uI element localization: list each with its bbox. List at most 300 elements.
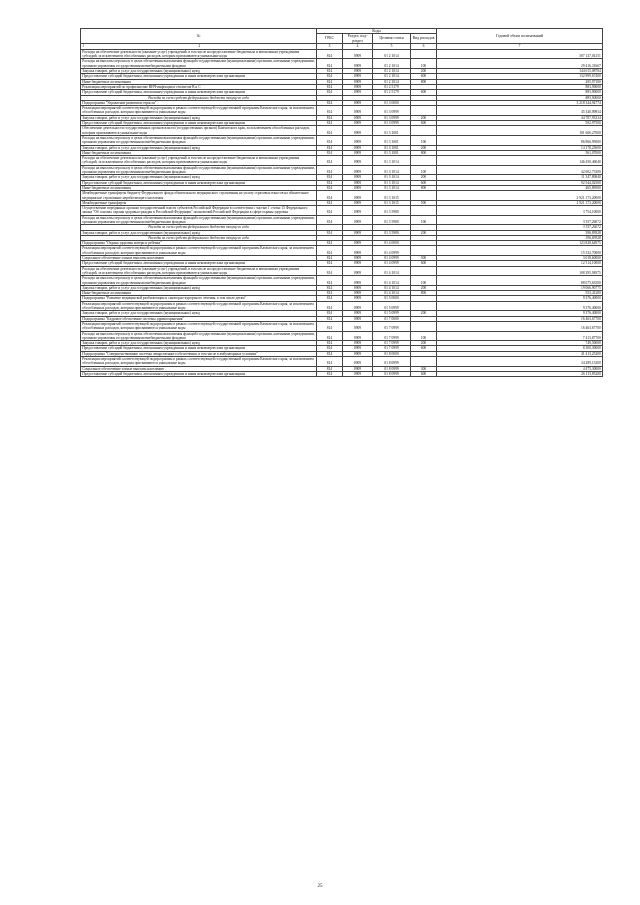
row-target-article: 01 4 1014 <box>373 291 411 296</box>
row-section: 0909 <box>343 301 373 311</box>
row-section: 0909 <box>343 331 373 341</box>
row-target-article: 01 3 1001 <box>373 135 411 145</box>
row-expense-type: 100 <box>411 165 437 175</box>
row-amount: 561,07000 <box>437 150 603 155</box>
row-section: 0909 <box>343 156 373 166</box>
row-name: Расходы на выплаты персоналу в целях обеспечения выполнения функций государственными (муниципальными) органами, казенными учреждениями, органами управления государственными внебюджетными фондами <box>82 331 315 340</box>
row-amount: 14 178,25000 <box>437 145 603 150</box>
row-expense-type: 200 <box>411 145 437 150</box>
row-target-article: 01 5 0999 <box>373 311 411 316</box>
row-section: 0909 <box>343 351 373 356</box>
row-section: 0909 <box>343 191 373 201</box>
column-number: 1 2 <box>81 43 317 49</box>
row-name: Подпрограмма "Кадровое обеспечение системы здравоохранения" <box>81 316 317 321</box>
row-expense-type <box>411 357 437 367</box>
row-section: 0909 <box>343 175 373 180</box>
row-amount: 29 416,31667 <box>437 59 603 69</box>
row-section: 0909 <box>343 266 373 276</box>
column-number-header: № <box>81 29 317 44</box>
row-grbs: 814 <box>317 285 343 290</box>
row-target-article: 01 3 1014 <box>373 185 411 190</box>
row-name: Расходы на обеспечение деятельности (оказание услуг) учреждений, в том числе на предоставление бюджетным и автономным учреждениям субсидий, за исключением обособленных расходов, которым присваиваются уникальные коды <box>81 49 317 59</box>
row-name: Социальное обеспечение и иные выплаты населению <box>81 256 317 261</box>
row-target-article: 01 7 0000 <box>373 316 411 321</box>
row-expense-type: 600 <box>411 371 437 376</box>
row-name: Закупка товаров, работ и услуг для государственных (муниципальных) нужд <box>81 145 317 150</box>
row-target-article: 01 4 1014 <box>373 266 411 276</box>
row-target-article: 01 7 0999 <box>373 346 411 351</box>
row-name: Закупка товаров, работ и услуг для государственных (муниципальных) нужд <box>81 175 317 180</box>
row-name: Закупка товаров, работ и услуг для государственных (муниципальных) нужд <box>81 341 317 346</box>
row-expense-type: 600 <box>411 346 437 351</box>
row-expense-type: 300 <box>411 366 437 371</box>
row-amount: 3 754,10000 <box>437 206 603 216</box>
row-name: Предоставление субсидий бюджетным, автономным учреждениям и иным некоммерческим организациям <box>81 74 317 79</box>
row-section: 0909 <box>343 84 373 89</box>
row-amount: 9 376,40000 <box>437 296 603 301</box>
row-grbs: 814 <box>317 156 343 166</box>
row-name: Предоставление субсидий бюджетным, автономным учреждениям и иным некоммерческим организациям <box>81 346 317 351</box>
row-grbs: 814 <box>317 321 343 331</box>
row-amount: 41 413,25200 <box>437 351 603 356</box>
row-expense-type: 200 <box>411 69 437 74</box>
row-name: Подпрограмма "Совершенствование системы лекарственного обеспечения, в том числе в амбулаторных условиях" <box>81 351 317 356</box>
row-amount: 8 300,30000 <box>437 346 603 351</box>
row-target-article: 01 8 0000 <box>373 351 411 356</box>
row-section: 0909 <box>343 357 373 367</box>
row-grbs: 814 <box>317 291 343 296</box>
row-expense-type: 200 <box>411 230 437 235</box>
row-section: 0909 <box>343 121 373 126</box>
row-expense-type: 100 <box>411 331 437 341</box>
row-grbs: 814 <box>317 135 343 145</box>
row-amount: 86 866,95000 <box>437 135 603 145</box>
row-section: 0909 <box>343 79 373 84</box>
table-row <box>81 59 603 69</box>
row-name: Социальное обеспечение и иные выплаты населению <box>81 366 317 371</box>
row-expense-type <box>411 126 437 136</box>
row-name: Расходы на выплаты персоналу в целях обеспечения выполнения функций государственными (муниципальными) органами, казенными учреждениями, органами управления государственными внебюджетными фондами <box>82 276 315 285</box>
table-row <box>81 165 603 175</box>
row-target-article: 01 8 0999 <box>373 357 411 367</box>
row-grbs: 814 <box>317 49 343 59</box>
row-expense-type: 200 <box>411 175 437 180</box>
row-amount: 4 475,30000 <box>437 366 603 371</box>
row-expense-type: 200 <box>411 341 437 346</box>
row-target-article: 01 2 1014 <box>373 69 411 74</box>
row-amount: 3 218 344,94774 <box>437 100 603 105</box>
row-amount: 553,41200 <box>437 291 603 296</box>
row-amount: 34 289,15200 <box>437 357 603 367</box>
row-grbs: 814 <box>317 175 343 180</box>
row-grbs: 814 <box>317 206 343 216</box>
row-expense-type: 600 <box>411 261 437 266</box>
row-section: 0909 <box>343 341 373 346</box>
row-amount: 42 602,73300 <box>437 165 603 175</box>
row-target-article: 01 7 0999 <box>373 341 411 346</box>
row-grbs: 814 <box>317 276 343 286</box>
column-number: 5 <box>373 43 411 49</box>
row-section: 0909 <box>343 100 373 105</box>
row-name: Предоставление субсидий бюджетным, автономным учреждениям и иным некоммерческим организациям <box>81 261 317 266</box>
row-amount: 9 376,40000 <box>437 301 603 311</box>
row-amount: 883,90000 <box>437 90 603 95</box>
row-grbs: 814 <box>317 261 343 266</box>
row-amount: 44 787,93334 <box>437 115 603 120</box>
row-name: Расходы на выплаты персоналу в целях обеспечения выполнения функций государственными (муниципальными) органами, казенными учреждениями, органами управления государственными внебюджетными фондами <box>82 59 315 68</box>
row-section: 0909 <box>343 150 373 155</box>
row-target-article: 01 3 1015 <box>373 200 411 205</box>
row-amount: 12 514,10000 <box>437 261 603 266</box>
budget-table <box>80 28 603 377</box>
table-row <box>81 126 603 136</box>
row-expense-type: 100 <box>411 59 437 69</box>
row-target-article: 01 3 1014 <box>373 165 411 175</box>
row-amount: 883,90000 <box>437 95 603 100</box>
row-expense-type <box>411 156 437 166</box>
row-name: Закупка товаров, работ и услуг для государственных (муниципальных) нужд <box>81 69 317 74</box>
row-expense-type <box>411 321 437 331</box>
row-section: 0909 <box>343 180 373 185</box>
row-name: Расходы за счет средств федерального бюджета текущего года <box>81 235 317 240</box>
row-amount: 396,83928 <box>437 230 603 235</box>
row-grbs: 814 <box>317 230 343 235</box>
row-name: Иные бюджетные ассигнования <box>81 185 317 190</box>
row-section: 0909 <box>343 316 373 321</box>
row-amount: 101 606,27000 <box>437 126 603 136</box>
row-amount: 749,50000 <box>437 341 603 346</box>
row-amount: 3 357,26072 <box>437 225 603 230</box>
row-target-article: 01 2 1014 <box>373 74 411 79</box>
row-target-article: 01 3 5980 <box>373 230 411 235</box>
row-grbs: 814 <box>317 106 343 116</box>
row-section: 0909 <box>343 296 373 301</box>
table-row <box>81 135 603 145</box>
table-row <box>81 206 603 216</box>
table-row <box>81 215 603 225</box>
row-expense-type: 200 <box>411 285 437 290</box>
row-name: Подпрограмма "Развитие медицинской реабилитации и санаторно-курортного лечения, в том числе детям" <box>81 296 317 301</box>
column-number: 6 <box>411 43 437 49</box>
row-name: Иные бюджетные ассигнования <box>81 150 317 155</box>
row-target-article: 01 7 0999 <box>373 331 411 341</box>
page-number: 25 <box>317 884 323 889</box>
row-name: Расходы за счет средств федерального бюджета текущего года <box>81 225 317 230</box>
row-target-article: 01 4 0999 <box>373 261 411 266</box>
row-amount: 45 340,09834 <box>437 106 603 116</box>
row-name: Предоставление субсидий бюджетным, автономным учреждениям и иным некоммерческим организациям <box>81 90 317 95</box>
table-header <box>81 29 603 50</box>
row-grbs: 814 <box>317 84 343 89</box>
row-section: 0909 <box>343 311 373 316</box>
table-row <box>81 301 603 311</box>
row-expense-type: 200 <box>411 311 437 316</box>
row-target-article: 01 3 1001 <box>373 150 411 155</box>
table-row <box>81 49 603 59</box>
row-name: Осуществление переданных органам государственной власти субъектов Российской Федерации в соответствии с частью 1 статьи 15 Федерального закона "Об основах охраны здоровья граждан в Российской Федерации" полномочий Российской Федерации в сфере охраны здоровья <box>81 206 317 216</box>
row-name: Закупка товаров, работ и услуг для государственных (муниципальных) нужд <box>81 311 317 316</box>
section-header: Раздел, под-раздел <box>343 34 373 44</box>
row-name: Реализация мероприятий соответствующей подпрограммы в рамках соответствующей государственной программы Камчатского края, за исключением обособленных расходов, которым присваиваются уникальные коды <box>81 301 317 311</box>
row-grbs: 814 <box>317 191 343 201</box>
row-section: 0909 <box>343 215 373 225</box>
row-section: 0909 <box>343 291 373 296</box>
column-number: 3 <box>317 43 343 49</box>
row-name: Реализация мероприятий по профилактике ВИЧ-инфекции и гепатитов В и С <box>81 84 317 89</box>
row-grbs: 814 <box>317 121 343 126</box>
row-expense-type: 100 <box>411 276 437 286</box>
row-grbs: 814 <box>317 256 343 261</box>
row-grbs: 814 <box>317 200 343 205</box>
row-expense-type: 800 <box>411 150 437 155</box>
row-grbs: 814 <box>317 185 343 190</box>
row-target-article: 01 4 1014 <box>373 276 411 286</box>
row-amount: 16 463,67700 <box>437 316 603 321</box>
row-section: 0909 <box>343 230 373 235</box>
table-row <box>81 276 603 286</box>
row-grbs: 814 <box>317 316 343 321</box>
row-name: Иные бюджетные ассигнования <box>81 291 317 296</box>
row-target-article: 01 2 1014 <box>373 49 411 59</box>
row-expense-type: 300 <box>411 256 437 261</box>
row-name: Закупка товаров, работ и услуг для государственных (муниципальных) нужд <box>81 230 317 235</box>
row-section: 0909 <box>343 69 373 74</box>
row-section: 0909 <box>343 185 373 190</box>
row-target-article: 01 3 5980 <box>373 215 411 225</box>
row-name: Подпрограмма "Охрана здоровья матери и ребенка" <box>81 241 317 246</box>
row-section: 0909 <box>343 285 373 290</box>
row-expense-type: 200 <box>411 115 437 120</box>
row-name: Расходы на выплаты персоналу в целях обеспечения выполнения функций государственными (муниципальными) органами, казенными учреждениями, органами управления государственными внебюджетными фондами <box>82 215 315 224</box>
row-grbs: 814 <box>317 341 343 346</box>
row-name: Расходы за счет средств федерального бюджета текущего года <box>81 95 317 100</box>
row-amount: 3 357,26072 <box>437 215 603 225</box>
row-grbs: 814 <box>317 150 343 155</box>
row-grbs: 814 <box>317 180 343 185</box>
column-number: 7 <box>437 43 603 49</box>
row-grbs: 814 <box>317 165 343 175</box>
row-amount: 396,83928 <box>437 235 603 240</box>
row-section: 0909 <box>343 256 373 261</box>
row-name: Расходы на выплаты персоналу в целях обеспечения выполнения функций государственными (муниципальными) органами, казенными учреждениями, органами управления государственными внебюджетными фондами <box>82 165 315 175</box>
row-target-article: 01 3 1015 <box>373 191 411 201</box>
row-amount: 2 921 173,20000 <box>437 200 603 205</box>
row-expense-type <box>411 106 437 116</box>
row-expense-type: 600 <box>411 90 437 95</box>
row-name: Реализация мероприятий соответствующей подпрограммы в рамках соответствующей государственной программы Камчатского края, за исключением обособленных расходов, которым присваиваются уникальные коды <box>81 357 317 367</box>
row-expense-type <box>411 49 437 59</box>
row-amount: 2 921 173,20000 <box>437 191 603 201</box>
row-amount: 9 376,40000 <box>437 311 603 316</box>
row-expense-type: 500 <box>411 200 437 205</box>
table-row <box>81 266 603 276</box>
table-row <box>81 321 603 331</box>
row-amount: 88 675,63500 <box>437 276 603 286</box>
row-section: 0909 <box>343 126 373 136</box>
row-grbs: 814 <box>317 115 343 120</box>
row-expense-type <box>411 206 437 216</box>
row-section: 0909 <box>343 165 373 175</box>
row-target-article: 01 3 0999 <box>373 115 411 120</box>
row-section: 0909 <box>343 74 373 79</box>
row-target-article: 01 5 0999 <box>373 301 411 311</box>
row-expense-type: 800 <box>411 79 437 84</box>
codes-group-header: Коды <box>317 29 437 34</box>
row-grbs: 814 <box>317 266 343 276</box>
column-number: 2 <box>198 44 201 49</box>
row-section: 0909 <box>343 246 373 256</box>
row-name: Предоставление субсидий бюджетным, автономным учреждениям и иным некоммерческим организациям <box>81 121 317 126</box>
row-target-article: 01 3 5980 <box>373 206 411 216</box>
row-name: Межбюджетные трансферты бюджету Федерального фонда обязательного медицинского страхования на уплату страховых взносов на обязательное медицинское страхование неработающего населения <box>81 191 317 201</box>
row-name: Обеспечение деятельности государственных органов власти (государственных органов) Камчатского края, за исключением обособленных расходов, которым присваиваются уникальные коды <box>81 126 317 136</box>
row-section: 0909 <box>343 371 373 376</box>
expense-type-header: Вид расходов <box>411 34 437 44</box>
row-amount: 26 113,85200 <box>437 371 603 376</box>
row-amount: 144 615,08784 <box>437 69 603 74</box>
row-name: Реализация мероприятий соответствующей подпрограммы в рамках соответствующей государственной программы Камчатского края, за исключением обособленных расходов, которым присваиваются уникальные коды <box>81 321 317 331</box>
row-name: Реализация мероприятий соответствующей подпрограммы в рамках соответствующей государственной программы Камчатского края, за исключением обособленных расходов, которым присваиваются уникальные коды <box>81 106 317 116</box>
row-target-article: 01 3 1001 <box>373 145 411 150</box>
row-grbs: 814 <box>317 59 343 69</box>
row-section: 0909 <box>343 261 373 266</box>
row-grbs: 814 <box>317 90 343 95</box>
row-amount: 92 544,02500 <box>437 180 603 185</box>
row-section: 0909 <box>343 206 373 216</box>
row-grbs: 814 <box>317 296 343 301</box>
row-target-article: 01 8 0999 <box>373 366 411 371</box>
row-expense-type: 800 <box>411 185 437 190</box>
row-amount: 108 295,94975 <box>437 266 603 276</box>
target-article-header: Целевая статья <box>373 34 411 44</box>
row-name: Предоставление субсидий бюджетным, автономным учреждениям и иным некоммерческим организациям <box>81 371 317 376</box>
column-number: 4 <box>343 43 373 49</box>
row-expense-type: 600 <box>411 74 437 79</box>
row-section: 0909 <box>343 321 373 331</box>
row-target-article: 01 3 0999 <box>373 121 411 126</box>
table-row <box>81 371 603 376</box>
row-target-article: 01 4 0999 <box>373 256 411 261</box>
row-target-article: 01 4 0999 <box>373 246 411 256</box>
row-amount: 16 463,67700 <box>437 321 603 331</box>
table-row <box>81 331 603 341</box>
row-name: Расходы на обеспечение деятельности (оказание услуг) учреждений, в том числе на предоставление бюджетным и автономным учреждениям субсидий, за исключением обособленных расходов, которым присваиваются уникальные коды <box>81 156 317 166</box>
row-section: 0909 <box>343 115 373 120</box>
row-target-article: 01 3 0999 <box>373 106 411 116</box>
grbs-header: ГРБС <box>317 34 343 44</box>
row-section: 0909 <box>343 346 373 351</box>
row-expense-type: 100 <box>411 135 437 145</box>
row-expense-type <box>411 266 437 276</box>
row-target-article: 01 7 0999 <box>373 321 411 331</box>
row-section: 0909 <box>343 241 373 246</box>
row-section: 0909 <box>343 276 373 286</box>
row-target-article: 01 3 1014 <box>373 175 411 180</box>
row-amount: 592,97500 <box>437 121 603 126</box>
row-grbs: 814 <box>317 126 343 136</box>
row-grbs: 814 <box>317 371 343 376</box>
row-amount: 15 532,70000 <box>437 246 603 256</box>
row-expense-type <box>411 301 437 311</box>
row-section: 0909 <box>343 106 373 116</box>
row-target-article: 01 5 0000 <box>373 296 411 301</box>
table-row <box>81 191 603 201</box>
row-target-article: 01 2 5179 <box>373 90 411 95</box>
amount-header: Годовой объем ассигнований <box>437 29 603 44</box>
row-grbs: 814 <box>317 357 343 367</box>
row-amount: 465,89500 <box>437 185 603 190</box>
row-section: 0909 <box>343 59 373 69</box>
row-target-article: 01 3 1001 <box>373 126 411 136</box>
row-grbs: 814 <box>317 74 343 79</box>
row-grbs: 814 <box>317 79 343 84</box>
table-body <box>81 49 603 376</box>
row-target-article: 01 3 1014 <box>373 156 411 166</box>
row-grbs: 814 <box>317 246 343 256</box>
row-grbs: 814 <box>317 346 343 351</box>
row-name: Расходы на обеспечение деятельности (оказание услуг) учреждений, в том числе на предоставление бюджетным и автономным учреждениям субсидий, за исключением обособленных расходов, которым присваиваются уникальные коды <box>81 266 317 276</box>
row-name: Закупка товаров, работ и услуг для государственных (муниципальных) нужд <box>81 115 317 120</box>
table-row <box>81 106 603 116</box>
row-amount: 205,97100 <box>437 79 603 84</box>
row-amount: 3 018,60000 <box>437 256 603 261</box>
row-target-article: 01 8 0999 <box>373 371 411 376</box>
row-grbs: 814 <box>317 351 343 356</box>
row-grbs: 814 <box>317 331 343 341</box>
row-expense-type: 600 <box>411 121 437 126</box>
row-expense-type: 800 <box>411 291 437 296</box>
row-expense-type <box>411 191 437 201</box>
row-name: Реализация мероприятий соответствующей подпрограммы в рамках соответствующей государственной программы Камчатского края, за исключением обособленных расходов, которым присваиваются уникальные коды <box>81 246 317 256</box>
row-amount: 7 413,87700 <box>437 331 603 341</box>
row-grbs: 814 <box>317 241 343 246</box>
row-grbs: 814 <box>317 215 343 225</box>
table-row <box>81 156 603 166</box>
row-expense-type: 600 <box>411 180 437 185</box>
row-section: 0909 <box>343 145 373 150</box>
row-grbs: 814 <box>317 366 343 371</box>
row-grbs: 814 <box>317 145 343 150</box>
row-target-article: 01 3 1014 <box>373 180 411 185</box>
row-name: Предоставление субсидий бюджетным, автономным учреждениям и иным некоммерческим организациям <box>81 180 317 185</box>
table-row <box>81 357 603 367</box>
table-row <box>81 246 603 256</box>
row-target-article: 01 2 5179 <box>373 84 411 89</box>
row-amount: 146 450,46040 <box>437 156 603 166</box>
row-amount: 883,90000 <box>437 84 603 89</box>
row-target-article: 01 2 1014 <box>373 59 411 69</box>
row-amount: 123 828,64975 <box>437 241 603 246</box>
row-section: 0909 <box>343 366 373 371</box>
row-expense-type <box>411 246 437 256</box>
row-section: 0909 <box>343 200 373 205</box>
row-amount: 307 137,04151 <box>437 49 603 59</box>
row-name: Закупка товаров, работ и услуг для государственных (муниципальных) нужд <box>81 285 317 290</box>
row-name: Межбюджетные трансферты <box>81 200 317 205</box>
row-name: Расходы на выплаты персоналу в целях обеспечения выполнения функций государственными (муниципальными) органами, казенными учреждениями, органами управления государственными внебюджетными фондами <box>82 135 315 145</box>
row-amount: 11 347,80840 <box>437 175 603 180</box>
row-section: 0909 <box>343 135 373 145</box>
row-name: Иные бюджетные ассигнования <box>81 79 317 84</box>
row-target-article: 01 3 0000 <box>373 100 411 105</box>
row-grbs: 814 <box>317 301 343 311</box>
row-grbs: 814 <box>317 100 343 105</box>
row-amount: 19 066,90775 <box>437 285 603 290</box>
row-target-article: 01 4 0000 <box>373 241 411 246</box>
row-expense-type: 100 <box>411 215 437 225</box>
row-grbs: 814 <box>317 69 343 74</box>
row-target-article: 01 4 1014 <box>373 285 411 290</box>
